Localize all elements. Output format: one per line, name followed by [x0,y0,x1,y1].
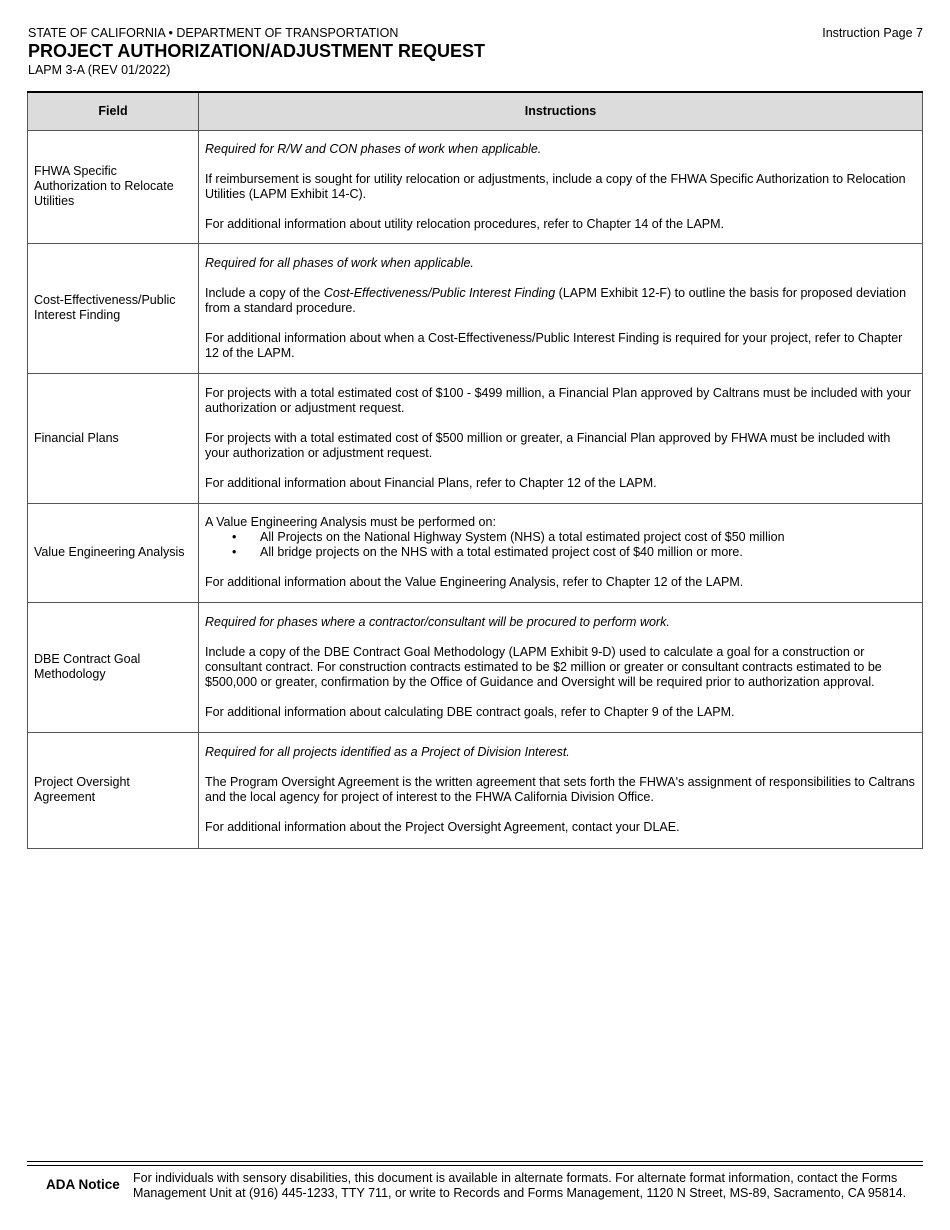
list-item-text: All Projects on the National Highway System (NHS) a total estimated project cost of $50 million [260,530,785,544]
table-row [28,602,923,732]
column-header-instructions: Instructions [199,92,923,130]
ada-notice-label: ADA Notice [46,1177,120,1192]
column-header-field: Field [28,92,199,130]
field-cell: DBE Contract Goal Methodology [28,602,199,732]
field-cell: Project Oversight Agreement [28,732,199,848]
instructions-cell [199,373,923,503]
list-item-text: All bridge projects on the NHS with a total estimated project cost of $40 million or more. [260,545,743,559]
table-row [28,373,923,503]
instruction-text: (LAPM Exhibit 12-F) to outline the basis for proposed deviation from a standard procedure. [205,285,907,315]
field-cell: Value Engineering Analysis [28,503,199,602]
table-header-row [28,92,923,130]
instructions-table [27,91,923,849]
table-row [28,243,923,373]
list-item [205,545,915,560]
instruction-paragraph: Include a copy of the DBE Contract Goal Methodology (LAPM Exhibit 9-D) used to calculate a goal for a construction or consultant contract. For construction contracts estimated to be $2 million or greater or consultant contracts estimated to be $500,000 or greater, confirmation by the Office of Guidance and Oversight will be required prior to authorization approval. [205,644,882,689]
requirement-note: Required for phases where a contractor/consultant will be procured to perform work. [205,614,670,629]
instruction-paragraph [205,286,915,316]
instructions-cell [199,243,923,373]
page-header [28,26,923,78]
bullet-list [205,530,915,560]
list-item [205,530,915,545]
field-cell: Financial Plans [28,373,199,503]
instruction-text: Include a copy of the [205,285,324,300]
footer-divider [27,1161,923,1162]
reference-paragraph: For additional information about utility relocation procedures, refer to Chapter 14 of the LAPM. [205,216,725,231]
instruction-paragraph: A Value Engineering Analysis must be performed on: [205,515,496,529]
field-cell: Cost-Effectiveness/Public Interest Finding [28,243,199,373]
table-row [28,503,923,602]
form-number: LAPM 3-A (REV 01/2022) [28,63,171,77]
bullet-icon: • [232,530,237,544]
table-row [28,130,923,243]
instructions-cell [199,602,923,732]
agency-name: STATE OF CALIFORNIA • DEPARTMENT OF TRANSPORTATION [28,26,399,40]
ada-notice-text: For individuals with sensory disabilities, this document is available in alternate formats. For alternate format information, contact the Forms Management Unit at (916) 445-1233, TTY 711, or write to Records and Forms Management, 1120 N Street, MS-89, Sacramento, CA 95814. [133,1171,907,1200]
footer-divider [27,1165,923,1166]
instruction-paragraph: For projects with a total estimated cost of $500 million or greater, a Financial Plan approved by FHWA must be included with your authorization or adjustment request. [205,430,891,460]
table-row [28,732,923,848]
reference-paragraph: For additional information about the Project Oversight Agreement, contact your DLAE. [205,820,680,834]
instructions-cell [199,130,923,243]
document-title: Cost-Effectiveness/Public Interest Finding [323,285,556,300]
instructions-cell [199,732,923,848]
field-cell: FHWA Specific Authorization to Relocate Utilities [28,130,199,243]
requirement-note: Required for R/W and CON phases of work when applicable. [205,141,542,156]
page-title: PROJECT AUTHORIZATION/ADJUSTMENT REQUEST [28,41,486,61]
reference-paragraph: For additional information about Financial Plans, refer to Chapter 12 of the LAPM. [205,475,657,490]
requirement-note: Required for all projects identified as a Project of Division Interest. [205,745,570,759]
bullet-icon: • [232,545,237,559]
requirement-note: Required for all phases of work when applicable. [205,255,474,270]
instruction-paragraph: For projects with a total estimated cost of $100 - $499 million, a Financial Plan approved by Caltrans must be included with your authorization or adjustment request. [205,385,911,415]
instructions-cell [199,503,923,602]
reference-paragraph: For additional information about calculating DBE contract goals, refer to Chapter 9 of the LAPM. [205,704,735,719]
reference-paragraph: For additional information about the Value Engineering Analysis, refer to Chapter 12 of the LAPM. [205,575,744,589]
instruction-paragraph: The Program Oversight Agreement is the written agreement that sets forth the FHWA's assignment of responsibilities to Caltrans and the local agency for project of interest to the FHWA California Division Office. [205,775,915,804]
instruction-paragraph: If reimbursement is sought for utility relocation or adjustments, include a copy of the FHWA Specific Authorization to Relocation Utilities (LAPM Exhibit 14-C). [205,171,906,201]
reference-paragraph: For additional information about when a Cost-Effectiveness/Public Interest Finding is required for your project, refer to Chapter 12 of the LAPM. [205,330,903,360]
page-number: Instruction Page 7 [822,26,923,40]
